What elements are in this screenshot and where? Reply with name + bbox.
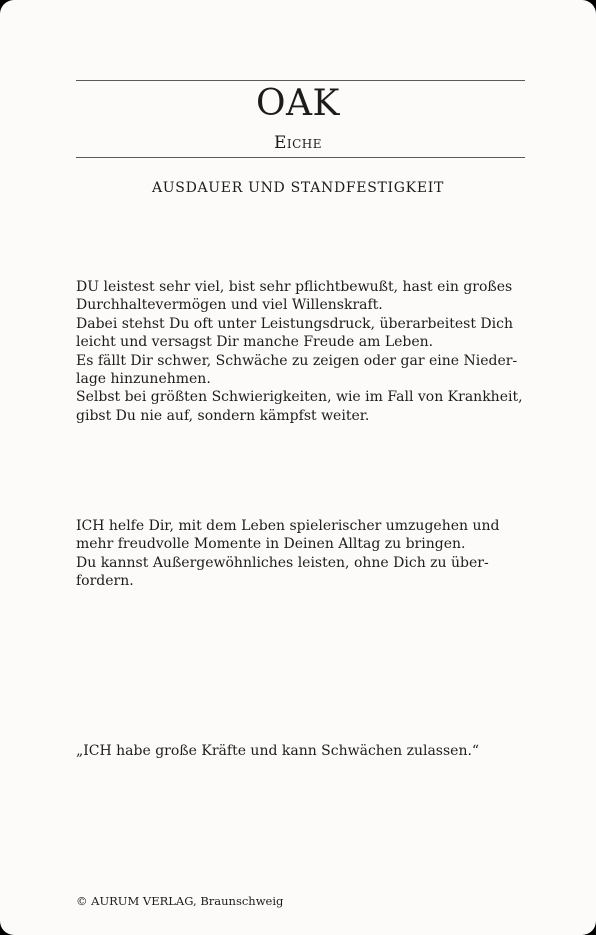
affirmation-quote: „ICH habe große Kräfte und kann Schwächen zulassen.“ xyxy=(76,743,480,759)
text-line: fordern. xyxy=(76,573,134,590)
text-line: mehr freudvolle Momente in Deinen Alltag zu bringen. xyxy=(76,536,466,553)
text-line: leicht und versagst Dir manche Freude am Leben. xyxy=(76,334,434,351)
text-line: Dabei stehst Du oft unter Leistungsdruck, überarbeitest Dich xyxy=(76,315,513,332)
text-line: Durchhaltevermögen und viel Willenskraft. xyxy=(76,297,383,314)
card-title: OAK xyxy=(256,83,340,124)
paragraph-description xyxy=(76,278,526,425)
text-line: ICH helfe Dir, mit dem Leben spielerischer umzugehen und xyxy=(76,518,500,534)
text-line: Es fällt Dir schwer, Schwäche zu zeigen oder gar eine Nieder- xyxy=(76,352,518,369)
text-line: lage hinzunehmen. xyxy=(76,371,211,388)
text-line: DU leistest sehr viel, bist sehr pflichtbewußt, hast ein großes xyxy=(76,279,513,295)
title-divider xyxy=(76,157,525,158)
card-theme: AUSDAUER UND STANDFESTIGKEIT xyxy=(151,180,445,196)
paragraph-help xyxy=(76,517,526,591)
copyright-notice: © AURUM VERLAG, Braunschweig xyxy=(76,894,284,908)
text-line: gibst Du nie auf, sondern kämpfst weiter. xyxy=(76,407,370,424)
text-line: Selbst bei größten Schwierigkeiten, wie im Fall von Krankheit, xyxy=(76,389,523,406)
top-divider xyxy=(76,80,525,81)
card-subtitle: Eiche xyxy=(273,133,323,153)
text-line: Du kannst Außergewöhnliches leisten, ohne Dich zu über- xyxy=(76,554,489,571)
